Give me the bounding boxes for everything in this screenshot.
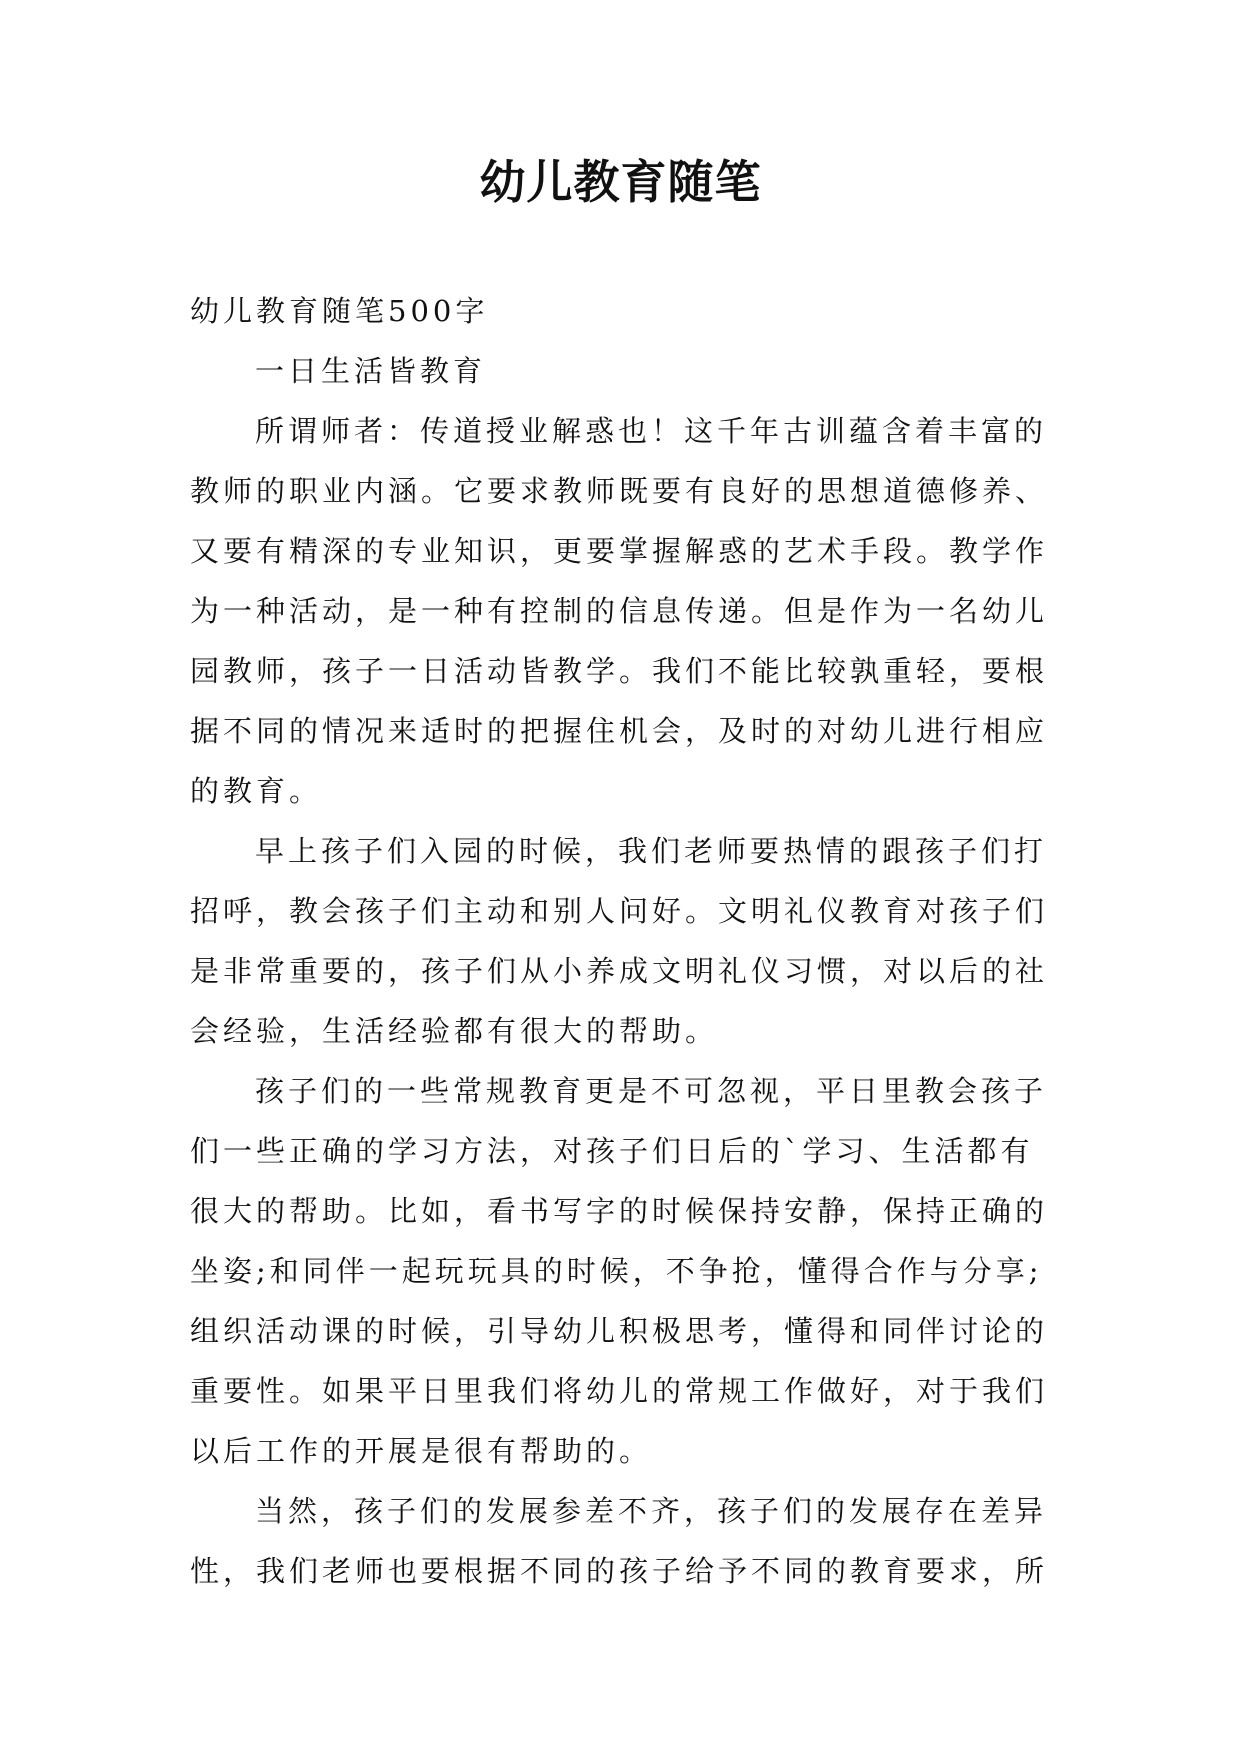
paragraph-line: 招呼，教会孩子们主动和别人问好。文明礼仪教育对孩子们 xyxy=(190,894,1049,928)
document-title: 幼儿教育随笔 xyxy=(479,155,762,209)
paragraph-4 xyxy=(190,1481,1070,1601)
paragraph-1 xyxy=(190,401,1070,821)
paragraph-line: 的教育。 xyxy=(190,774,323,808)
paragraph-line: 园教师，孩子一日活动皆教学。我们不能比较孰重轻，要根 xyxy=(190,654,1049,688)
paragraph-line: 教师的职业内涵。它要求教师既要有良好的思想道德修养、 xyxy=(190,474,1049,508)
paragraph-line: 早上孩子们入园的时候，我们老师要热情的跟孩子们打 xyxy=(255,834,1048,868)
paragraph-line: 当然，孩子们的发展参差不齐，孩子们的发展存在差异 xyxy=(255,1494,1048,1528)
document-subtitle: 幼儿教育随笔500字 xyxy=(190,294,489,328)
paragraph-line: 们一些正确的学习方法，对孩子们日后的`学习、生活都有 xyxy=(190,1134,1034,1168)
section-heading: 一日生活皆教育 xyxy=(255,354,487,388)
paragraph-line: 组织活动课的时候，引导幼儿积极思考，懂得和同伴讨论的 xyxy=(190,1314,1049,1348)
paragraph-line: 会经验，生活经验都有很大的帮助。 xyxy=(190,1014,719,1048)
paragraph-line: 又要有精深的专业知识，更要掌握解惑的艺术手段。教学作 xyxy=(190,534,1049,568)
paragraph-line: 为一种活动，是一种有控制的信息传递。但是作为一名幼儿 xyxy=(190,594,1049,628)
paragraph-line: 所谓师者：传道授业解惑也！这千年古训蕴含着丰富的 xyxy=(255,414,1048,448)
paragraph-2 xyxy=(190,821,1070,1061)
document-body xyxy=(190,281,1070,1601)
paragraph-line: 以后工作的开展是很有帮助的。 xyxy=(190,1434,653,1468)
paragraph-3 xyxy=(190,1061,1070,1481)
paragraph-line: 性，我们老师也要根据不同的孩子给予不同的教育要求，所 xyxy=(190,1554,1049,1588)
paragraph-line: 很大的帮助。比如，看书写字的时候保持安静，保持正确的 xyxy=(190,1194,1049,1228)
paragraph-line: 是非常重要的，孩子们从小养成文明礼仪习惯，对以后的社 xyxy=(190,954,1049,988)
paragraph-line: 孩子们的一些常规教育更是不可忽视，平日里教会孩子 xyxy=(255,1074,1048,1108)
paragraph-line: 坐姿;和同伴一起玩玩具的时候，不争抢，懂得合作与分享; xyxy=(190,1254,1043,1288)
paragraph-line: 据不同的情况来适时的把握住机会，及时的对幼儿进行相应 xyxy=(190,714,1049,748)
paragraph-line: 重要性。如果平日里我们将幼儿的常规工作做好，对于我们 xyxy=(190,1374,1049,1408)
